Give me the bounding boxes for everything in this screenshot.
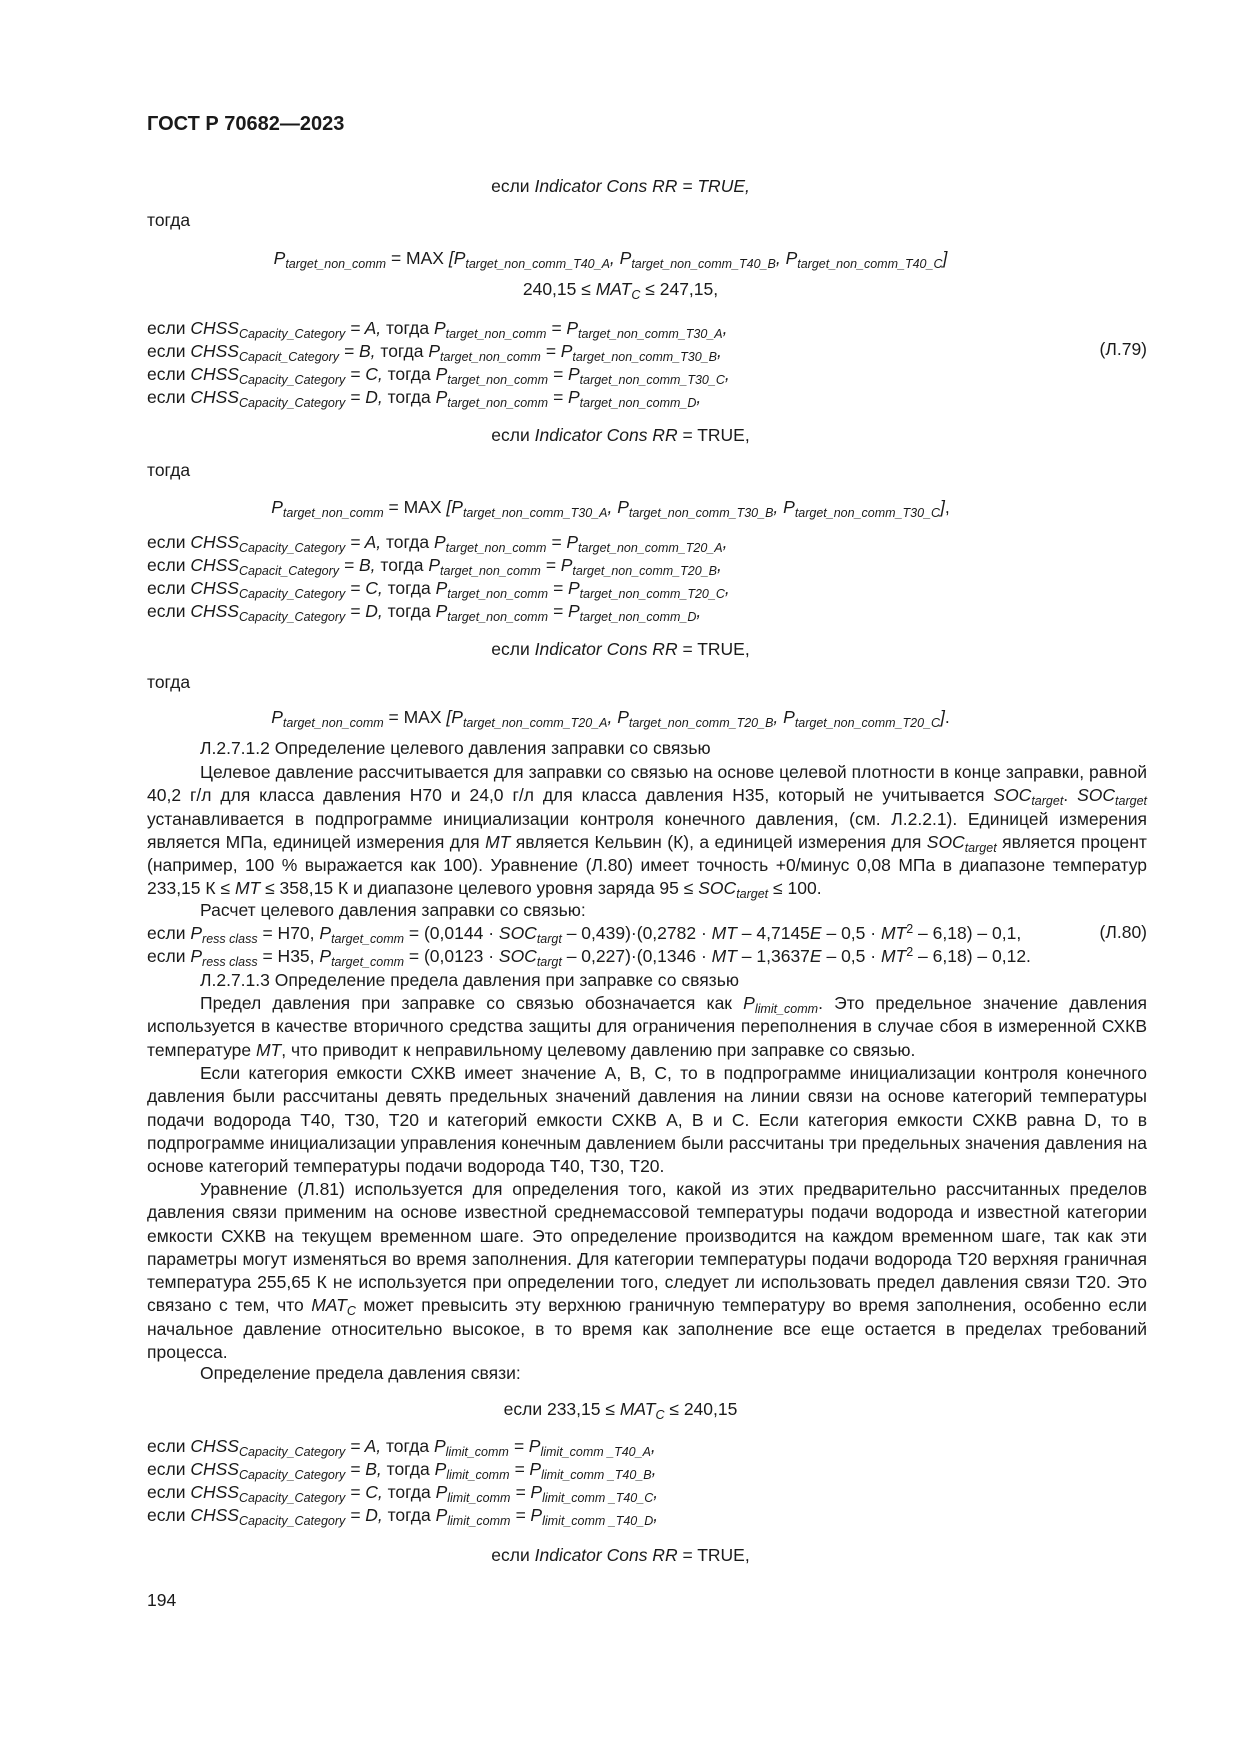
condition-line: если Indicator Cons RR = TRUE, xyxy=(491,639,750,659)
formula-cat-a: если $CHSS_{Capacity\_Category} = A$, тогда $P_{target\_non\_comm} = P_{target\_non\_comm\_T20\_A}$, xyxy=(147,532,728,555)
condition-line: если Indicator Cons RR = TRUE, xyxy=(491,1545,750,1565)
section-heading: Л.2.7.1.3 Определение предела давления при заправке со связью xyxy=(200,970,739,990)
formula-cat-c: если $CHSS_{Capacity\_Category} = C$, тогда $P_{target\_non\_comm} = P_{target\_non\_comm\_T30\_C}$, xyxy=(147,364,730,387)
limit-range-line: если $233,15 \le MAT_C \le 240,15$ xyxy=(503,1399,738,1422)
formula-cat-d: если $CHSS_{Capacity\_Category} = D$, тогда $P_{target\_non\_comm} = P_{target\_non\_comm\_D}$, xyxy=(147,601,702,624)
mat-range-line: $240,15 \le MAT_C \le 247,15$, xyxy=(522,279,719,302)
formula-limit-d: если $CHSS_{Capacity\_Category} = D$, тогда $P_{limit\_comm} = P_{limit\_comm \_T40\_D}$, xyxy=(147,1505,659,1528)
formula-cat-b: если $CHSS_{Capacit\_Category} = B$, тогда $P_{target\_non\_comm} = P_{target\_non\_comm\_T20\_B}$, xyxy=(147,555,722,578)
condition-line: если Indicator Cons RR = TRUE, xyxy=(491,425,750,445)
formula-cat-d: если $CHSS_{Capacity\_Category} = D$, тогда $P_{target\_non\_comm} = P_{target\_non\_comm\_D}$, xyxy=(147,387,702,410)
then-word: тогда xyxy=(147,460,191,480)
then-word: тогда xyxy=(147,672,191,692)
limit-def-label: Определение предела давления связи: xyxy=(200,1363,521,1383)
paragraph: Целевое давление рассчитывается для заправки со связью на основе целевой плотности в конце заправки, равной 40,2 г/л для класса давления Н70 и 24,0 г/л для класса давления Н35, который не учитывается $SOC_{target}$. $SOC_{target}$ устанавливается в подпрограмме инициализации контроля конечного давления, (см. Л.2.2.1). Единицей измерения является МПа, единицей измерения для MT является Кельвин (К), а единицей измерения для $SOC_{target}$ является процент (например, 100 % выражается как 100). Уравнение (Л.80) имеет точность +0/минус 0,08 МПа в диапазоне температур 233,15 К ≤ MT ≤ 358,15 К и диапазоне целевого уровня заряда $95 \le SOC_{target} \le 100$. xyxy=(147,762,1147,902)
equation-number: (Л.79) xyxy=(1099,339,1147,359)
formula-limit-a: если $CHSS_{Capacity\_Category} = A$, тогда $P_{limit\_comm} = P_{limit\_comm \_T40\_A}$, xyxy=(147,1436,656,1459)
paragraph: Уравнение (Л.81) используется для определения того, какой из этих предварительно рассчитанных пределов давления связи применим на основе известной среднемассовой температуры подачи водорода и известной категории емкости СХКВ на текущем временном шаге. Это определение производится на каждом временном шаге, так как эти параметры могут изменяться во время заполнения. Для категории температуры подачи водорода Т20 верхняя граничная температура 255,65 К не используется при определении того, следует ли использовать предел давления связи Т20. Это связано с тем, что $MAT_C$ может превысить эту верхнюю граничную температуру во время заполнения, особенно если начальное давление относительно высокое, в то время как заполнение все еще остается в пределах требований процесса. xyxy=(147,1179,1147,1363)
calc-label: Расчет целевого давления заправки со связью: xyxy=(200,900,586,920)
page-number: 194 xyxy=(147,1590,177,1610)
then-word: тогда xyxy=(147,210,191,230)
formula-cat-c: если $CHSS_{Capacity\_Category} = C$, тогда $P_{target\_non\_comm} = P_{target\_non\_comm\_T20\_C}$, xyxy=(147,578,730,601)
formula-max-t20: $P_{target\_non\_comm}$ = MAX [$P_{target\_non\_comm\_T20\_A}$, $P_{target\_non\_comm\_T20\_B}$, $P_{target\_non\_comm\_T20\_C}$]. xyxy=(271,707,950,730)
formula-max-t40: $P_{target\_non\_comm}$ = MAX [$P_{target\_non\_comm\_T40\_A}$, $P_{target\_non\_comm\_T40\_B}$, $P_{target\_non\_comm\_T40\_C}$] xyxy=(273,248,948,271)
formula-max-t30: $P_{target\_non\_comm}$ = MAX [$P_{target\_non\_comm\_T30\_A}$, $P_{target\_non\_comm\_T30\_B}$, $P_{target\_non\_comm\_T30\_C}$], xyxy=(271,497,950,520)
formula-eq80-h35: если $P_{ress class} = Н35$, $P_{target\_comm} = (0,0123 \cdot SOC_{targt} - 0,227)\cdot(0,1346$ · MT – $1,3637E - 0,5 \cdot MT^2 - 6,18) - 0,12$. xyxy=(147,945,1031,969)
formula-limit-b: если $CHSS_{Capacity\_Category} = B$, тогда $P_{limit\_comm} = P_{limit\_comm \_T40\_B}$, xyxy=(147,1459,657,1482)
paragraph: Предел давления при заправке со связью обозначается как $P_{limit\_comm}$. Это предельное значение давления используется в качестве вторичного средства защиты для ограничения переполнения в случае сбоя в измеренной СХКВ температуре MT, что приводит к неправильному целевому давлению при заправке со связью. xyxy=(147,993,1147,1060)
document-code: ГОСТ Р 70682—2023 xyxy=(147,113,345,135)
formula-cat-a: если $CHSS_{Capacity\_Category} = A$, тогда $P_{target\_non\_comm} = P_{target\_non\_comm\_T30\_A}$, xyxy=(147,318,728,341)
section-heading: Л.2.7.1.2 Определение целевого давления заправки со связью xyxy=(200,738,711,758)
equation-number: (Л.80) xyxy=(1099,922,1147,942)
paragraph: Если категория емкости СХКВ имеет значение А, В, С, то в подпрограмме инициализации контроля конечного давления были рассчитаны девять предельных значений давления на линии связи на основе категорий температуры подачи водорода Т40, Т30, Т20 и категорий емкости СХКВ А, В и С. Если категория емкости СХКВ равна D, то в подпрограмме инициализации управления конечным давлением были рассчитаны три предельных значения давления на основе категорий температуры подачи водорода Т40, Т30, Т20. xyxy=(147,1063,1147,1177)
formula-cat-b: если $CHSS_{Capacit\_Category} = B$, тогда $P_{target\_non\_comm} = P_{target\_non\_comm\_T30\_B}$, xyxy=(147,341,722,364)
formula-eq80-h70: если $P_{ress class} = Н70$, $P_{target\_comm} = (0,0144 \cdot SOC_{targt} - 0,439)\cdot(0,2782$ · MT – $4,7145E - 0,5 \cdot MT^2 - 6,18) - 0,1$, xyxy=(147,922,1022,946)
formula-limit-c: если $CHSS_{Capacity\_Category} = C$, тогда $P_{limit\_comm} = P_{limit\_comm \_T40\_C}$, xyxy=(147,1482,659,1505)
condition-line: если Indicator Cons RR = TRUE, xyxy=(491,176,750,196)
